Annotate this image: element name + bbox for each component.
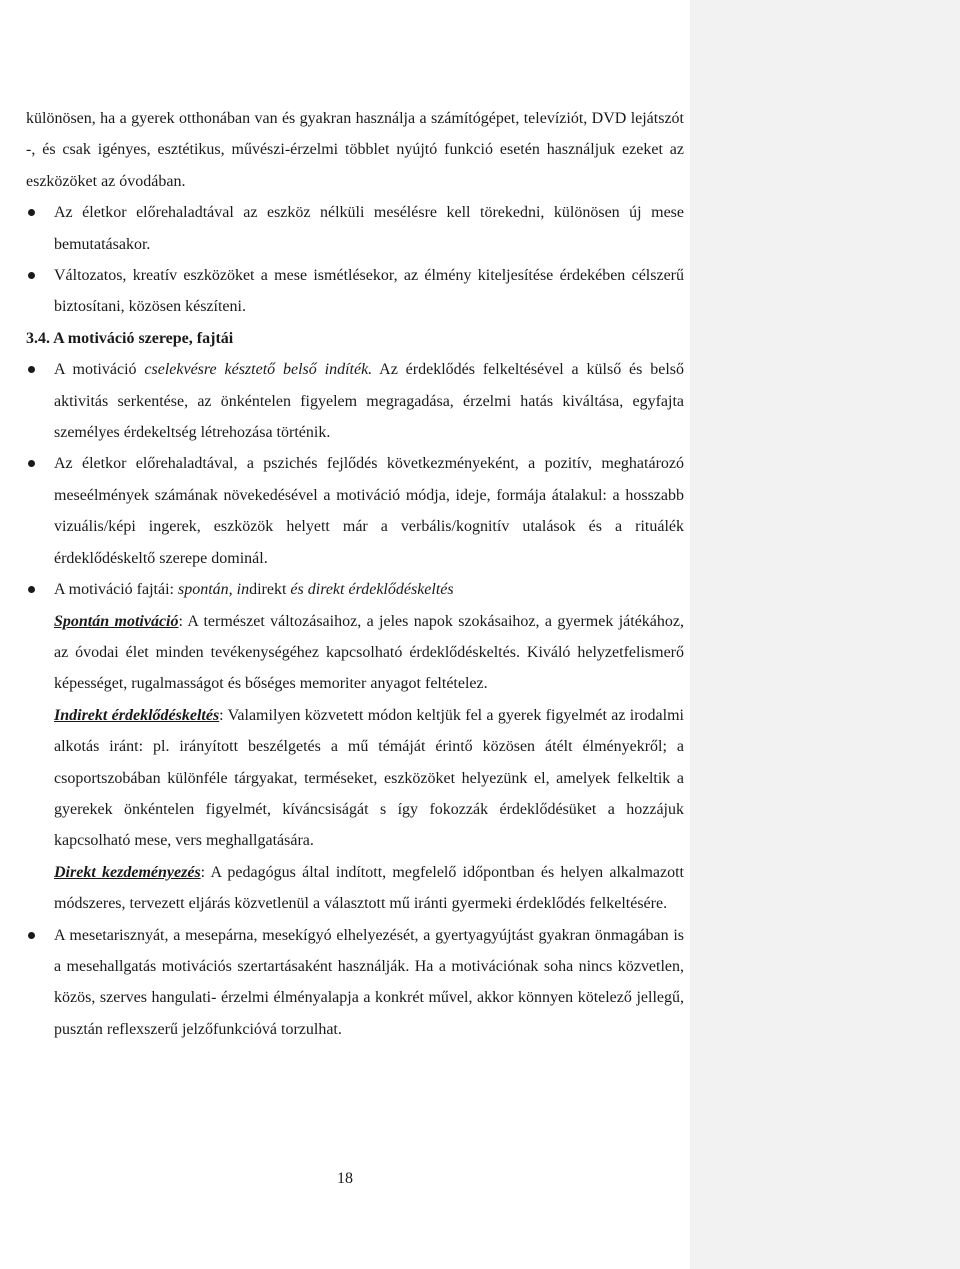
bullet-icon [28,932,35,939]
spontaneous-motivation-paragraph [26,606,684,700]
bullet-icon [28,460,35,467]
indirect-motivation-text: : Valamilyen közvetett módon keltjük fel a gyerek figyelmét az irodalmi alkotás iránt: pl. irányított beszélgetés a mű témáját érintő közösen átélt élményekről; a csoportszobában különféle tárgyakat, terméseket, eszközöket helyezünk el, amelyek felkeltik a gyerekek önkéntelen figyelmét, kíváncsiságát s így fokozzák érdeklődésüket a hozzájuk kapcsolható mese, vers meghallgatására. [54,706,684,850]
indirect-motivation-term: Indirekt érdeklődéskeltés [54,706,220,724]
intro-paragraph: különösen, ha a gyerek otthonában van és gyakran használja a számítógépet, televíziót, DVD lejátszót -, és csak igényes, esztétikus, művészi-érzelmi többlet nyújtó funkció esetén használjuk ezeket az eszközöket az óvodában. [26,110,684,190]
direct-initiative-paragraph [26,857,684,920]
bullet-icon [28,586,35,593]
motivation-types-prefix: A motiváció fajtái: [54,581,178,599]
list-item-text: A mesetarisznyát, a mesepárna, mesekígyó elhelyezését, a gyertyagyújtást gyakran önmagában is a mesehallgatás motivációs szertartásaként használják. Ha a motivációnak soha nincs közvetlen, közös, szerves hangulati- érzelmi élményalapja a konkrét művel, akkor könnyen kötelező jellegű, pusztán reflexszerű jelzőfunkcióvá torzulhat. [54,926,684,1038]
body-text [26,103,684,1045]
motivation-types-italic-2: és direkt érdeklődéskeltés [286,581,454,599]
motivation-types-mid: direkt [249,581,287,599]
direct-initiative-term: Direkt kezdeményezés [54,863,201,881]
list-item [26,920,684,1046]
list-item-text: Változatos, kreatív eszközöket a mese ismétlésekor, az élmény kiteljesítése érdekében célszerű biztosítani, közösen készíteni. [54,267,684,316]
spontaneous-motivation-text: : A természet változásaihoz, a jeles napok szokásaihoz, a gyermek játékához, az óvodai élet minden tevékenységéhez kapcsolható érdeklődéskeltés. Kiváló helyzetfelismerő képességet, rugalmasságot és bőséges memoriter anyagot feltételez. [54,612,684,693]
indirect-motivation-paragraph [26,700,684,857]
list-item-text: Az életkor előrehaladtával, a pszichés fejlődés következményeként, a pozitív, meghatározó meseélmények számának növekedésével a motiváció módja, ideje, formája átalakul: a hosszabb vizuális/képi ingerek, eszközök helyett már a verbális/kognitív utalások és a rituálék érdeklődéskeltő szerepe dominál. [54,455,684,567]
motivation-types-italic-1: spontán, in [177,581,250,599]
bullet-icon [28,272,35,279]
list-item [26,354,684,448]
list-item [26,260,684,323]
spontaneous-motivation-term: Spontán motiváció [54,612,179,630]
section-heading: 3.4. A motiváció szerepe, fajtái [26,329,234,347]
page-number: 18 [337,1170,353,1187]
motivation-definition-italic: cselekvésre késztető belső indíték. [144,361,373,379]
list-item [26,574,684,605]
direct-initiative-text: : A pedagógus által indított, megfelelő időpontban és helyen alkalmazott módszeres, tervezett eljárás közvetlenül a választott mű iránti gyermeki érdeklődés felkeltésére. [54,863,685,913]
motivation-definition-prefix: A motiváció [54,361,145,379]
comment-margin-panel [690,0,960,1269]
list-item [26,197,684,260]
list-item-text: Az életkor előrehaladtával az eszköz nélküli mesélésre kell törekedni, különösen új mese bemutatásakor. [54,204,684,253]
list-item [26,448,684,574]
bullet-icon [28,209,35,216]
motivation-definition-rest: Az érdeklődés felkeltésével a külső és belső aktivitás serkentése, az önkéntelen figyelem megragadása, érzelmi hatás kiváltása, egyfajta személyes érdekeltség létrehozása történik. [54,361,685,442]
bullet-icon [28,366,35,373]
